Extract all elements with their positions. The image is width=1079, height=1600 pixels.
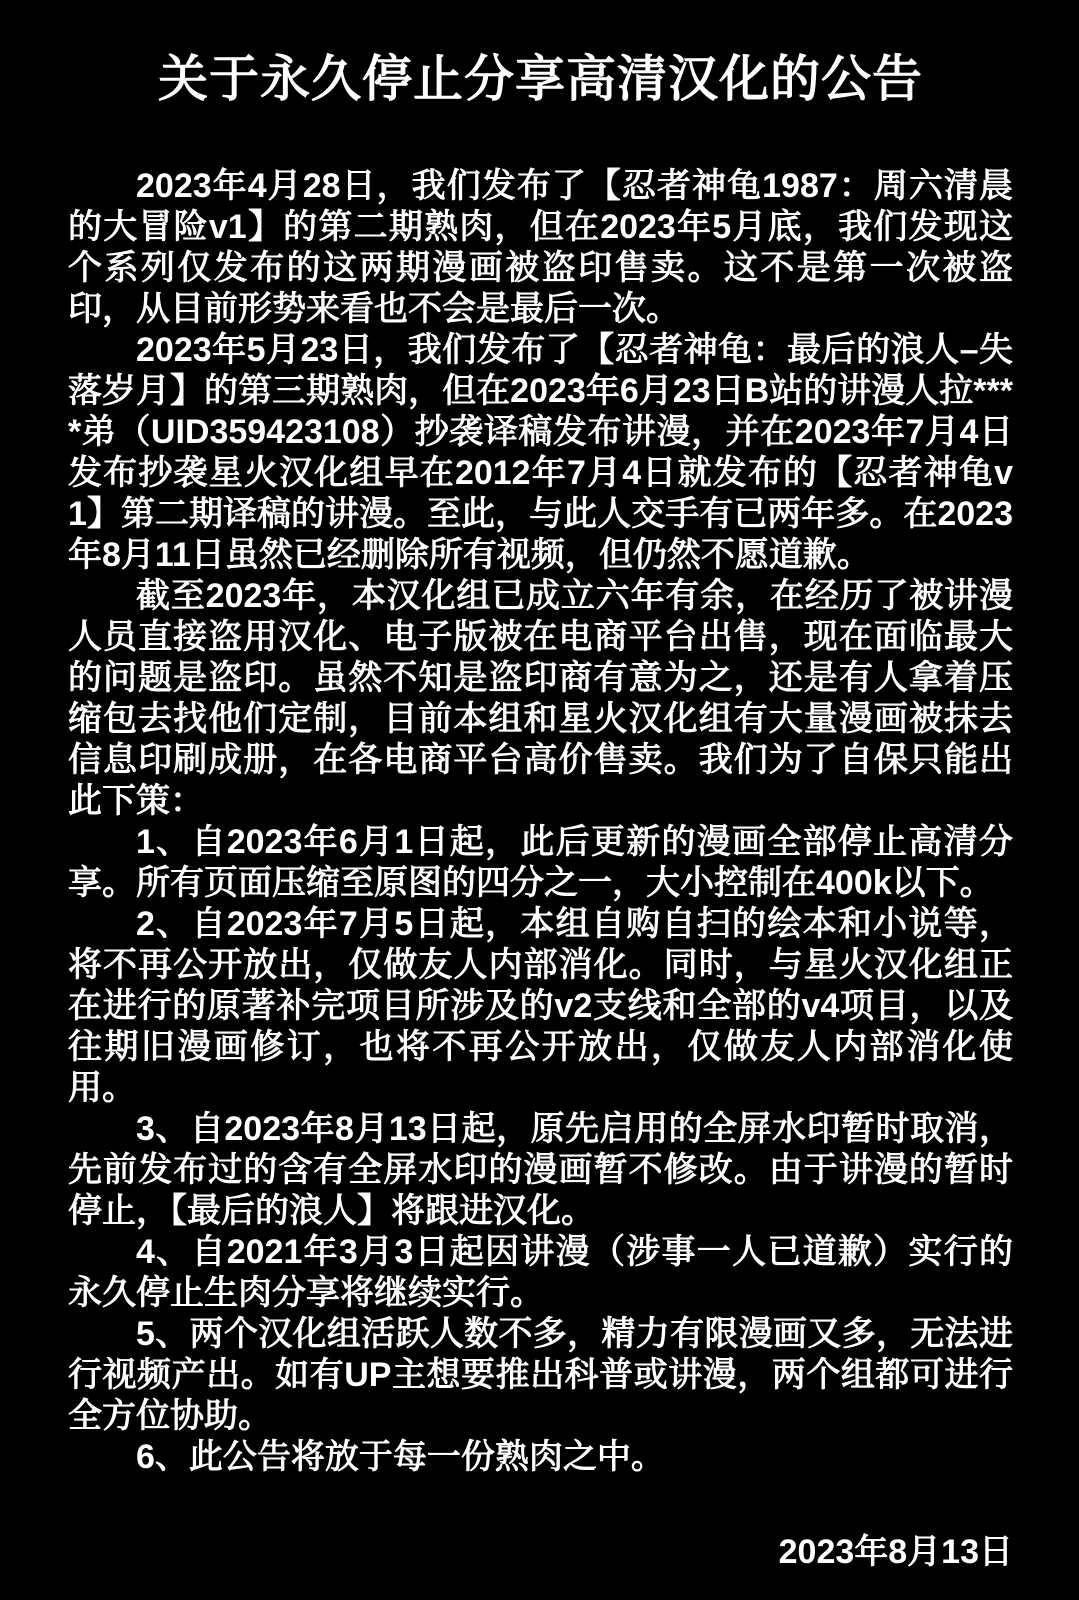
paragraph-item-1: 1、自2023年6月1日起，此后更新的漫画全部停止高清分享。所有页面压缩至原图的四分之一，大小控制在400k以下。 <box>68 823 1013 902</box>
paragraph-intro-2: 2023年5月23日，我们发布了【忍者神龟：最后的浪人–失落岁月】的第三期熟肉，但在2023年6月23日B站的讲漫人拉****弟（UID359423108）抄袭译稿发布讲漫，并在2023年7月4日发布抄袭星火汉化组早在2012年7月4日就发布的【忍者神龟v1】第二期译稿的讲漫。至此，与此人交手有已两年多。在2023年8月11日虽然已经删除所有视频，但仍然不愿道歉。 <box>68 331 1013 574</box>
paragraph-item-6: 6、此公告将放于每一份熟肉之中。 <box>136 1438 665 1476</box>
announcement-body <box>68 166 1013 1478</box>
page-title: 关于永久停止分享高清汉化的公告 <box>158 51 923 107</box>
paragraph-intro-3: 截至2023年，本汉化组已成立六年有余，在经历了被讲漫人员直接盗用汉化、电子版被在电商平台出售，现在面临最大的问题是盗印。虽然不知是盗印商有意为之，还是有人拿着压缩包去找他们定制，目前本组和星火汉化组有大量漫画被抹去信息印刷成册，在各电商平台高价售卖。我们为了自保只能出此下策： <box>68 577 1013 820</box>
paragraph-item-3: 3、自2023年8月13日起，原先启用的全屏水印暂时取消，先前发布过的含有全屏水印的漫画暂不修改。由于讲漫的暂时停止，【最后的浪人】将跟进汉化。 <box>68 1110 1013 1230</box>
paragraph-item-2: 2、自2023年7月5日起，本组自购自扫的绘本和小说等，将不再公开放出，仅做友人内部消化。同时，与星火汉化组正在进行的原著补完项目所涉及的v2支线和全部的v4项目，以及往期旧漫画修订，也将不再公开放出，仅做友人内部消化使用。 <box>68 905 1013 1107</box>
signature-date: 2023年8月13日 <box>778 1533 1013 1571</box>
paragraph-intro-1: 2023年4月28日，我们发布了【忍者神龟1987：周六清晨的大冒险v1】的第二期熟肉，但在2023年5月底，我们发现这个系列仅发布的这两期漫画被盗印售卖。这不是第一次被盗印，从目前形势来看也不会是最后一次。 <box>68 167 1013 328</box>
paragraph-item-4: 4、自2021年3月3日起因讲漫（涉事一人已道歉）实行的永久停止生肉分享将继续实行。 <box>68 1233 1013 1312</box>
paragraph-item-5: 5、两个汉化组活跃人数不多，精力有限漫画又多，无法进行视频产出。如有UP主想要推出科普或讲漫，两个组都可进行全方位协助。 <box>68 1315 1013 1435</box>
